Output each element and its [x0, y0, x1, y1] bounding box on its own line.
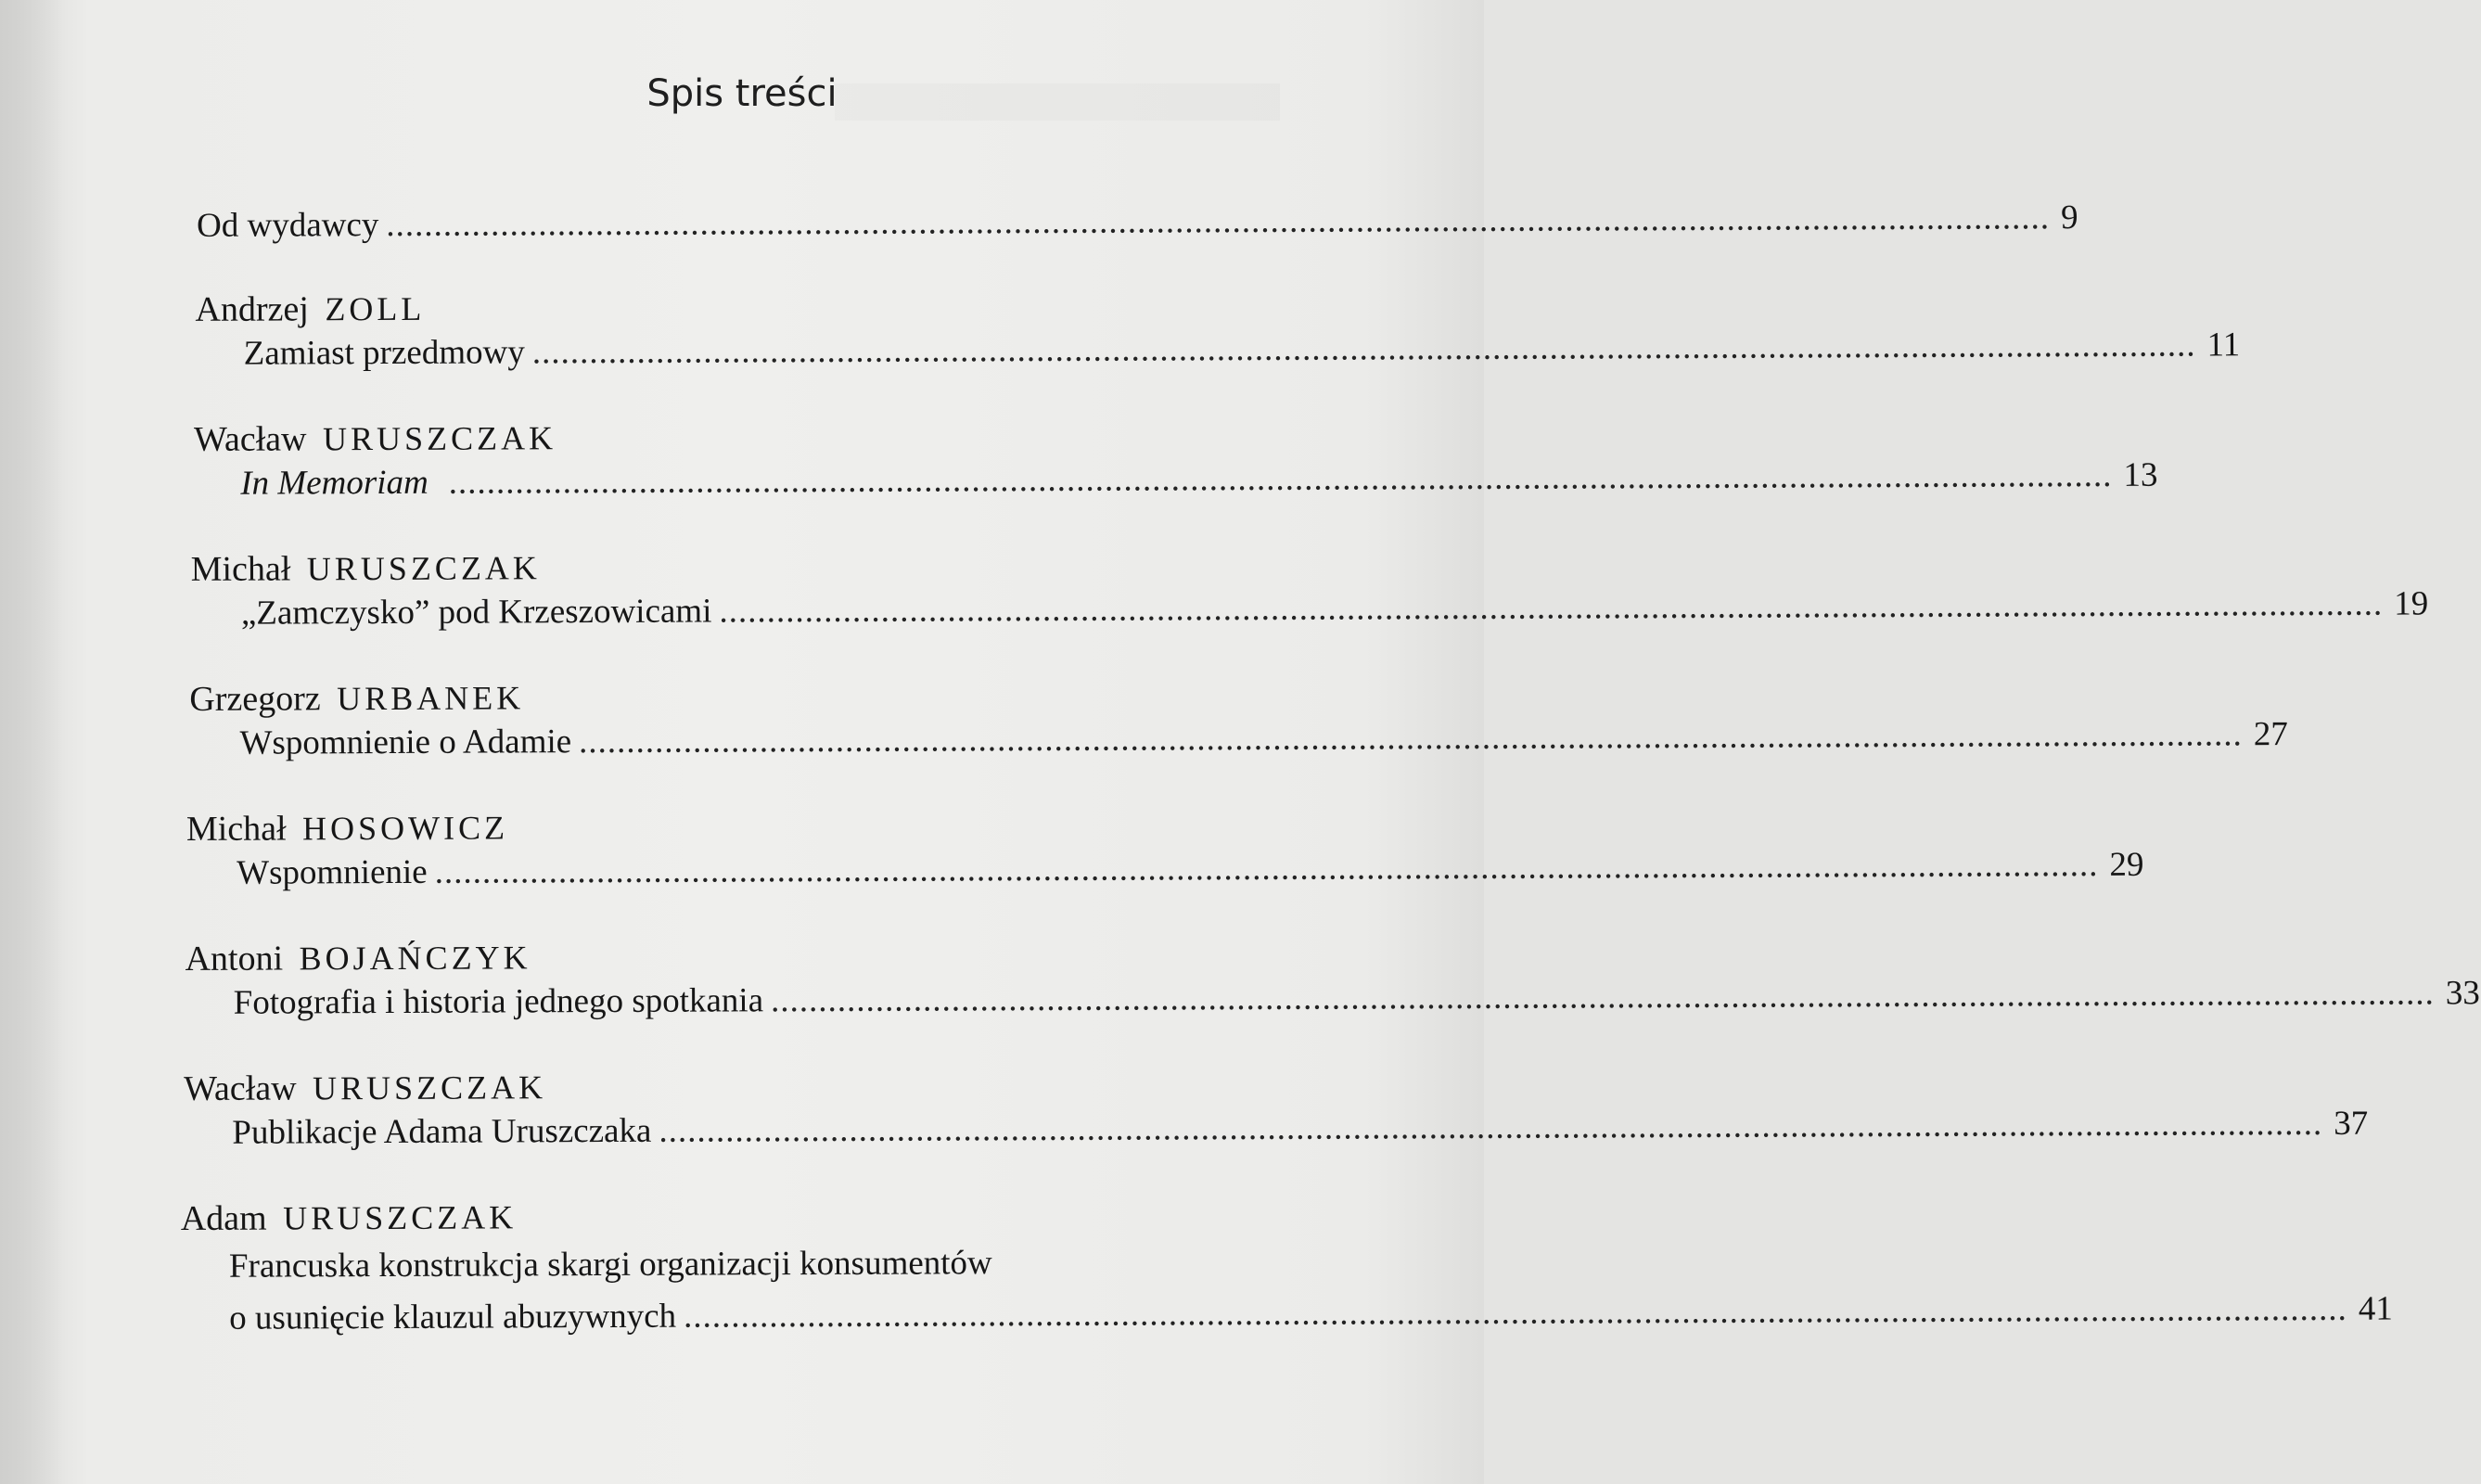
toc-entry: [184, 1062, 2369, 1156]
toc-page-number: 19: [2394, 584, 2429, 623]
author-surname: URUSZCZAK: [283, 1198, 518, 1237]
toc-entry-title-line1: Francuska konstrukcja skargi organizacji konsumentów: [228, 1244, 992, 1286]
toc-leader-dots: ...............................................................................................................................................................................: [579, 715, 2243, 761]
author-first-name: Antoni: [185, 939, 284, 979]
author-surname: URBANEK: [337, 679, 525, 718]
toc-entry: [194, 413, 2158, 506]
author-surname: BOJAŃCZYK: [299, 939, 531, 978]
author-first-name: Andrzej: [195, 289, 309, 329]
toc-entry-line: [197, 198, 2078, 249]
page-gutter-shadow: [0, 0, 65, 1484]
toc-entry: [180, 1192, 2393, 1341]
toc-entry-line: [237, 845, 2144, 896]
author-first-name: Michał: [190, 549, 291, 589]
toc-entry-line: [243, 326, 2241, 377]
author-first-name: Adam: [180, 1198, 267, 1238]
toc-entry: [189, 672, 2288, 766]
toc-entry: [190, 543, 2429, 636]
table-of-contents: [176, 198, 2480, 1341]
toc-entry-title: Zamiast przedmowy: [243, 333, 525, 373]
author-first-name: Wacław: [194, 419, 307, 459]
toc-author: [186, 802, 1320, 851]
toc-entry-title: Wspomnienie o Adamie: [239, 723, 572, 762]
toc-entry-intro: [197, 198, 2078, 249]
author-surname: ZOLL: [325, 289, 426, 328]
toc-author: [184, 1062, 1321, 1111]
toc-author: [195, 283, 1317, 332]
toc-leader-dots: ...............................................................................................................................................................................: [659, 1104, 2323, 1150]
toc-page-number: 29: [2109, 845, 2144, 884]
toc-page-number: 33: [2445, 974, 2480, 1013]
toc-entry-line: [240, 584, 2429, 636]
toc-author: [185, 932, 1320, 981]
toc-entry-line: [229, 1289, 2393, 1340]
author-first-name: Wacław: [184, 1068, 297, 1108]
toc-entry-title: Fotografia i historia jednego spotkania: [233, 981, 764, 1022]
toc-leader-dots: ...............................................................................................................................................................................: [531, 326, 2196, 372]
toc-entry: [195, 283, 2241, 377]
toc-author: [194, 413, 1318, 462]
toc-leader-dots: ...............................................................................................................................................................................: [684, 1289, 2347, 1336]
toc-entry-title: Od wydawcy: [197, 206, 379, 245]
toc-page-number: 9: [2061, 198, 2078, 237]
author-surname: URUSZCZAK: [306, 549, 541, 588]
toc-leader-dots: ...............................................................................................................................................................................: [770, 974, 2435, 1020]
author-surname: HOSOWICZ: [301, 809, 509, 848]
toc-entry: [185, 932, 2480, 1026]
toc-entry-title: Publikacje Adama Uruszczaka: [232, 1111, 652, 1152]
toc-entry-title: „Zamczysko” pod Krzeszowicami: [240, 592, 712, 633]
author-first-name: Grzegorz: [189, 679, 321, 719]
toc-page-number: 13: [2123, 455, 2158, 494]
toc-entry-line: [240, 455, 2158, 506]
toc-leader-dots: ...............................................................................................................................................................................: [434, 845, 2099, 891]
toc-leader-dots: ...............................................................................................................................................................................: [386, 198, 2051, 245]
toc-author: [189, 672, 1319, 722]
toc-entry-title: In Memoriam: [240, 463, 428, 503]
toc-entry-line: [233, 974, 2480, 1026]
toc-author: [181, 1192, 1322, 1241]
toc-entry-line: [239, 715, 2288, 766]
toc-leader-dots: ...............................................................................................................................................................................: [448, 455, 2113, 502]
toc-page-number: 11: [2206, 326, 2241, 365]
toc-leader-dots: ...............................................................................................................................................................................: [719, 584, 2384, 631]
toc-author: [191, 543, 1319, 592]
toc-entry: [185, 802, 2144, 896]
page-title: Spis treści: [646, 72, 838, 115]
toc-page-number: 37: [2334, 1104, 2369, 1143]
author-first-name: Michał: [185, 809, 287, 849]
author-surname: URUSZCZAK: [312, 1068, 547, 1107]
toc-entry-line: [232, 1104, 2369, 1155]
toc-entry-title-line2: o usunięcie klauzul abuzywnych: [229, 1297, 677, 1337]
toc-page-number: 41: [2358, 1289, 2393, 1328]
author-surname: URUSZCZAK: [322, 419, 557, 458]
toc-entry-title: Wspomnienie: [237, 852, 428, 892]
toc-page-number: 27: [2253, 715, 2288, 754]
